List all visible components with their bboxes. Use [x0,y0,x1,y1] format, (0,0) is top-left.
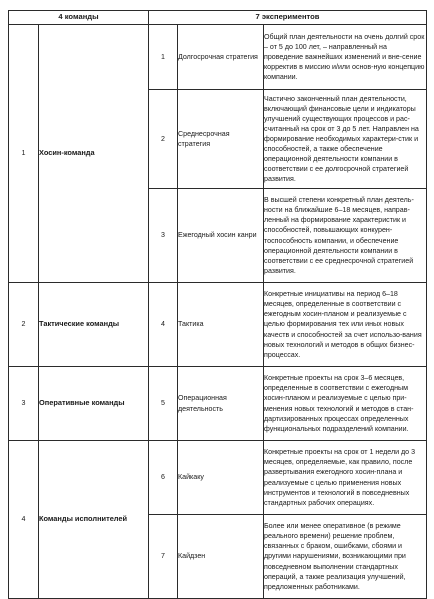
experiments-table [8,10,427,599]
team-name: Команды исполнителей [39,441,149,599]
team-name: Оперативные команды [39,367,149,441]
experiment-number: 6 [149,441,178,515]
experiment-name: Тактика [178,283,264,367]
experiment-description: Частично законченный план деятельности, включающий финансовые цели и индикаторы улучшений существующих процессов и рас-считанный на срок от 3 до 5 лет. Направлен на формирование необходимых характери-стик и способностей, а также обеспечение операционной деятельности компании в соответствии с ее долгосрочной стратегией развития. [264,90,427,189]
experiment-name: Операционная деятельность [178,367,264,441]
team-number: 2 [9,283,39,367]
experiment-name: Ежегодный хосин канри [178,189,264,283]
experiment-number: 2 [149,90,178,189]
table-row [9,25,427,90]
experiment-description: В высшей степени конкретный план деятель-ности на ближайшие 6–18 месяцев, направ-ленный на формирование характеристик и способностей, повышающих конкурен-тоспособность компании, и обеспечение операционной деятельности компании в соответствии с ее среднесрочной стратегией развития. [264,189,427,283]
experiment-name: Среднесрочная стратегия [178,90,264,189]
experiment-number: 7 [149,515,178,599]
team-name: Тактические команды [39,283,149,367]
header-experiments: 7 экспериментов [149,11,427,25]
experiment-name: Кайдзен [178,515,264,599]
team-name: Хосин-команда [39,25,149,283]
table-row [9,441,427,515]
team-number: 3 [9,367,39,441]
experiment-description: Конкретные проекты на срок от 1 недели до 3 месяцев, определяемые, как правило, после развертывания ежегодного хосин-плана и реализуемые с целью применения новых инструментов и технологий в повседневных стандартных рабочих операциях. [264,441,427,515]
team-number: 1 [9,25,39,283]
experiment-number: 4 [149,283,178,367]
team-number: 4 [9,441,39,599]
experiment-description: Конкретные проекты на срок 3–6 месяцев, определенные в соответствии с ежегодным хосин-планом и реализуемые с целью при-менения новых технологий и методов в стан-дартизированных процессах определенных функциональных подразделений компании. [264,367,427,441]
header-row [9,11,427,25]
table-row [9,283,427,367]
experiment-number: 5 [149,367,178,441]
header-teams: 4 команды [9,11,149,25]
experiment-description: Более или менее оперативное (в режиме реального времени) решение проблем, связанных с браком, ошибками, сбоями и другими нарушениями, возникающими при повседневном выполнении стандартных операций, а также реализация улучшений, предложенных работниками. [264,515,427,599]
experiment-name: Долгосрочная стратегия [178,25,264,90]
experiment-name: Кайкаку [178,441,264,515]
experiment-number: 1 [149,25,178,90]
table-row [9,367,427,441]
experiment-number: 3 [149,189,178,283]
experiment-description: Конкретные инициативы на период 6–18 месяцев, определенные в соответствии с ежегодным хосин-планом и реализуемые с целью формирования тех или иных новых качеств и способностей за счет использо-вания новых технологий и методов в общих бизнес-процессах. [264,283,427,367]
experiment-description: Общий план деятельности на очень долгий срок – от 5 до 100 лет, – направленный на проведение важнейших изменений и вне-сение корректив в миссию и/или основ-ную концепцию компании. [264,25,427,90]
